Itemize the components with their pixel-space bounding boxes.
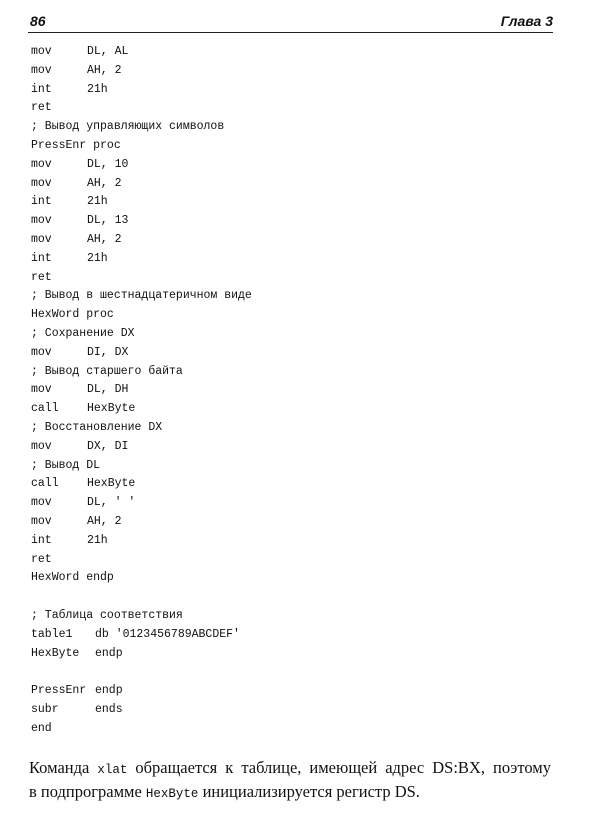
code-mnemonic: mov xyxy=(31,496,52,510)
code-line xyxy=(31,306,551,325)
code-mnemonic: mov xyxy=(31,157,52,171)
code-line xyxy=(31,457,551,476)
code-line xyxy=(31,494,551,513)
code-mnemonic: call xyxy=(31,477,59,491)
code-line xyxy=(31,438,551,457)
code-operands: AH, 2 xyxy=(87,514,122,528)
code-mnemonic: ; Таблица соответствия xyxy=(31,608,183,622)
code-operands: 21h xyxy=(87,533,108,547)
code-mnemonic: mov xyxy=(31,383,52,397)
code-line xyxy=(31,212,551,231)
code-line xyxy=(31,175,551,194)
code-line xyxy=(31,99,551,118)
text-run: Команда xyxy=(29,758,98,777)
code-mnemonic: int xyxy=(31,251,52,265)
code-mnemonic: mov xyxy=(31,232,52,246)
code-operands: 21h xyxy=(87,251,108,265)
page-number: 86 xyxy=(30,13,46,29)
code-line xyxy=(31,118,551,137)
code-mnemonic: mov xyxy=(31,345,52,359)
code-operands: DX, DI xyxy=(87,439,129,453)
code-operands: endp xyxy=(95,684,123,698)
code-line xyxy=(31,682,551,701)
inline-code-xlat: xlat xyxy=(97,763,128,777)
code-mnemonic: table1 xyxy=(31,627,73,641)
code-mnemonic: ret xyxy=(31,552,52,566)
code-line xyxy=(31,325,551,344)
code-line xyxy=(31,607,551,626)
code-line xyxy=(31,381,551,400)
code-mnemonic: int xyxy=(31,82,52,96)
code-line xyxy=(31,287,551,306)
code-operands: DI, DX xyxy=(87,345,129,359)
code-mnemonic: mov xyxy=(31,45,52,58)
code-line xyxy=(31,250,551,269)
code-line xyxy=(31,43,551,62)
code-line xyxy=(31,532,551,551)
paragraph-line-2 xyxy=(29,781,551,805)
code-operands: AH, 2 xyxy=(87,176,122,190)
code-operands: DL, AL xyxy=(87,45,129,58)
code-mnemonic: mov xyxy=(31,63,52,77)
code-line xyxy=(31,81,551,100)
code-operands: endp xyxy=(95,646,123,660)
code-operands: 21h xyxy=(87,195,108,209)
code-mnemonic: ; Вывод в шестнадцатеричном виде xyxy=(31,289,252,303)
code-mnemonic: ; Вывод управляющих символов xyxy=(31,120,225,134)
code-mnemonic: ; Восстановление DX xyxy=(31,420,163,434)
code-mnemonic: PressEnr proc xyxy=(31,138,121,152)
code-line xyxy=(31,156,551,175)
code-mnemonic: HexWord endp xyxy=(31,571,114,585)
code-operands: 21h xyxy=(87,82,108,96)
code-line xyxy=(31,269,551,288)
code-operands: HexByte xyxy=(87,477,136,491)
page-header xyxy=(28,10,553,33)
code-line xyxy=(31,137,551,156)
code-operands: DL, 10 xyxy=(87,157,129,171)
inline-code-hexbyte: HexByte xyxy=(145,787,199,801)
code-line xyxy=(31,193,551,212)
code-mnemonic: HexWord proc xyxy=(31,308,114,322)
text-run: обращается к таблице, имеющей адрес DS:BX, поэтому xyxy=(127,758,551,777)
code-mnemonic: ; Сохранение DX xyxy=(31,326,135,340)
paragraph-line-1 xyxy=(29,757,551,781)
text-run: инициализируется регистр DS. xyxy=(198,782,420,801)
code-operands: AH, 2 xyxy=(87,232,122,246)
code-mnemonic: int xyxy=(31,533,52,547)
code-line xyxy=(31,513,551,532)
code-line xyxy=(31,419,551,438)
code-mnemonic: ret xyxy=(31,270,52,284)
code-mnemonic: ; Вывод DL xyxy=(31,458,101,472)
code-line xyxy=(31,569,551,588)
code-line xyxy=(31,62,551,81)
code-line xyxy=(31,701,551,720)
code-mnemonic: HexByte xyxy=(31,646,80,660)
chapter-title: Глава 3 xyxy=(500,13,553,29)
code-operands: db '0123456789ABCDEF' xyxy=(95,627,240,641)
code-operands: HexByte xyxy=(87,402,136,416)
body-text xyxy=(29,757,551,805)
code-line xyxy=(31,720,551,739)
code-mnemonic: end xyxy=(31,721,52,735)
code-mnemonic: mov xyxy=(31,176,52,190)
code-mnemonic: call xyxy=(31,402,59,416)
code-mnemonic: subr xyxy=(31,702,59,716)
code-operands: DL, ' ' xyxy=(87,496,136,510)
code-line xyxy=(31,475,551,494)
code-line xyxy=(31,645,551,664)
code-line xyxy=(31,626,551,645)
code-line xyxy=(31,231,551,250)
code-mnemonic: mov xyxy=(31,439,52,453)
code-line xyxy=(31,400,551,419)
code-mnemonic: PressEnr xyxy=(31,684,87,698)
code-mnemonic: mov xyxy=(31,514,52,528)
code-line xyxy=(31,551,551,570)
code-operands: AH, 2 xyxy=(87,63,122,77)
text-run: в подпрограмме xyxy=(29,782,146,801)
code-mnemonic: ret xyxy=(31,101,52,115)
code-operands: DL, 13 xyxy=(87,214,129,228)
code-mnemonic: int xyxy=(31,195,52,209)
code-line xyxy=(31,344,551,363)
code-mnemonic: ; Вывод старшего байта xyxy=(31,364,183,378)
code-operands: DL, DH xyxy=(87,383,129,397)
code-operands: ends xyxy=(95,702,123,716)
code-line xyxy=(31,363,551,382)
code-line xyxy=(31,588,551,607)
code-line xyxy=(31,663,551,682)
code-mnemonic: mov xyxy=(31,214,52,228)
code-listing xyxy=(31,43,551,738)
